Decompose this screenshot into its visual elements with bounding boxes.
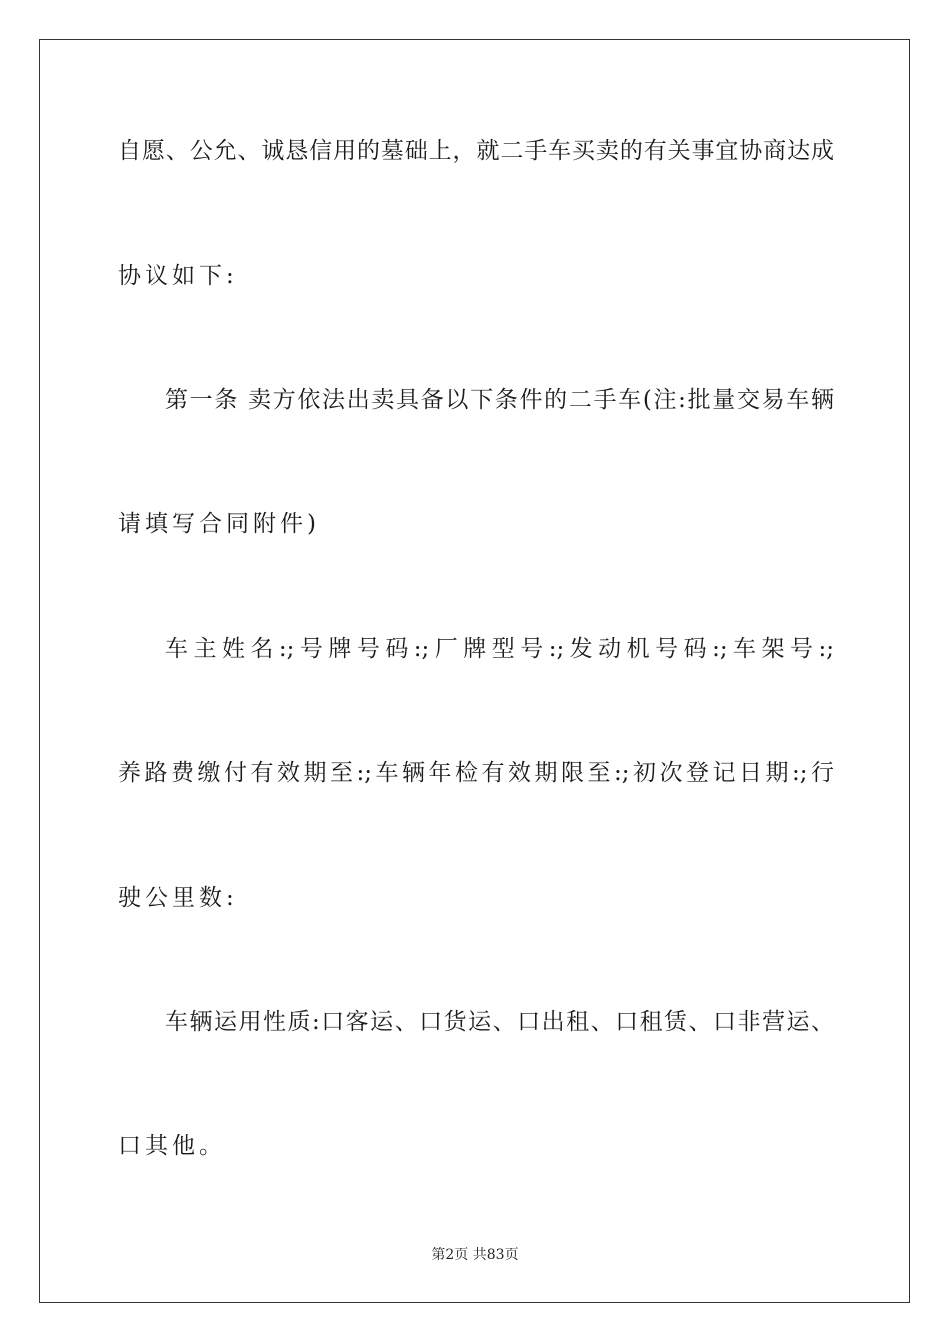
paragraph-line: 请填写合同附件) — [118, 511, 320, 537]
paragraph-line: 自愿、公允、诚恳信用的墓础上，就二手车买卖的有关事宜协商达成 — [118, 138, 834, 164]
paragraph-line: 第一条 卖方依法出卖具备以下条件的二手车(注:批量交易车辆 — [165, 387, 834, 413]
page-footer: 第2页 共83页 — [431, 1247, 519, 1263]
paragraph-line: 协议如下: — [118, 263, 238, 289]
paragraph-line: 车辆运用性质:口客运、口货运、口出租、口租赁、口非营运、 — [165, 1009, 834, 1035]
paragraph-line: 车主姓名:;号牌号码:;厂牌型号:;发动机号码:;车架号:; — [165, 636, 834, 662]
page-border — [39, 39, 910, 1303]
paragraph-line: 驶公里数: — [118, 885, 238, 911]
paragraph-line: 养路费缴付有效期至:;车辆年检有效期限至:;初次登记日期:;行 — [118, 760, 834, 786]
paragraph-line: 口其他。 — [118, 1133, 226, 1159]
